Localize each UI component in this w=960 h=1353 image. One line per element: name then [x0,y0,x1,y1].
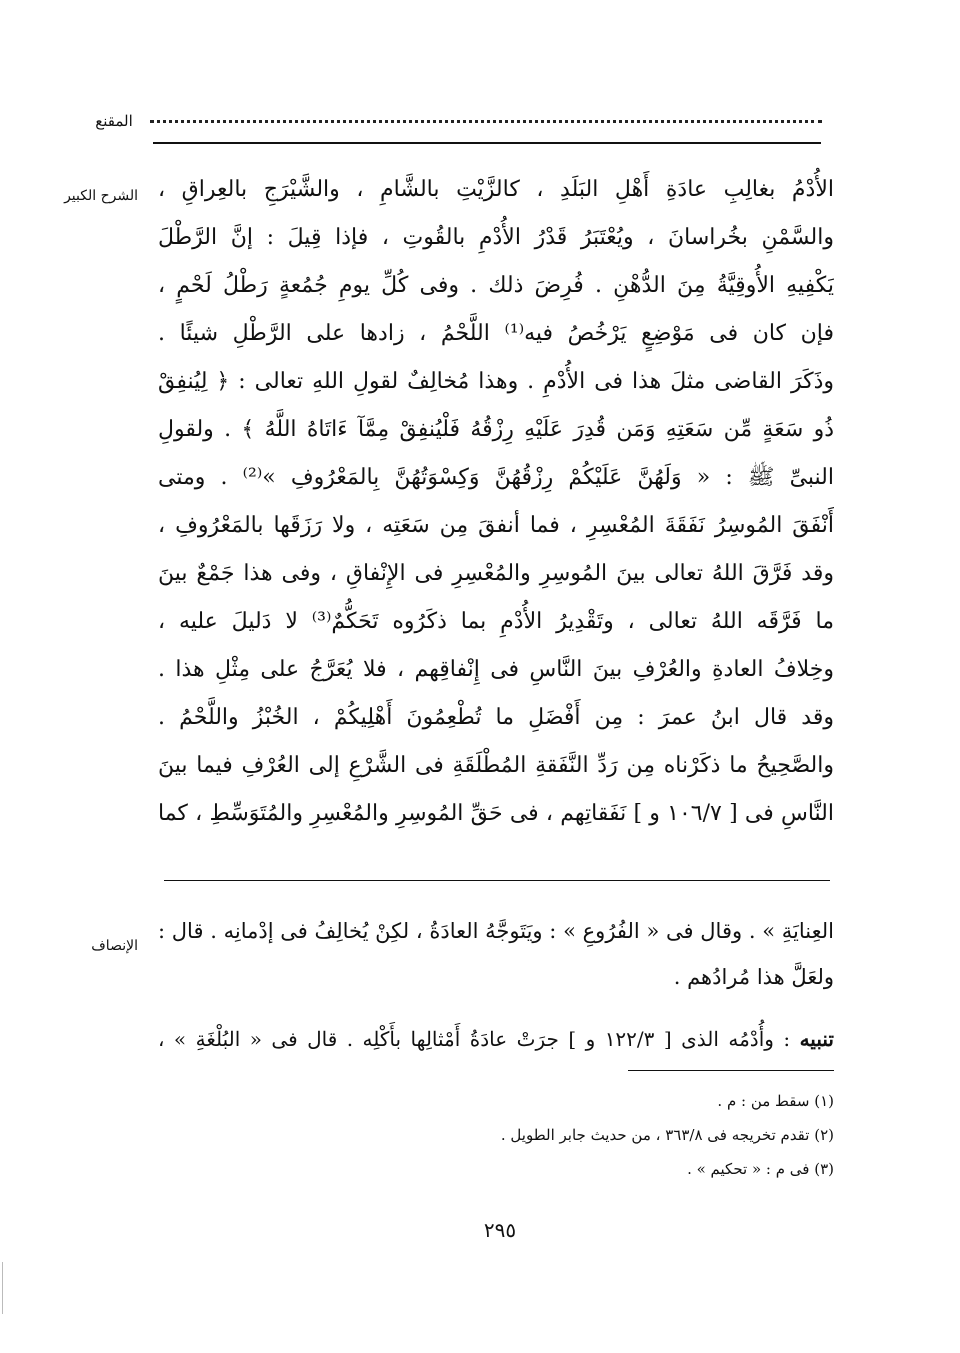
text-line: العِنايَةِ » . وقال فى « الفُرُوعِ » : ويَتَوجَّهُ العادَةُ ، لكِنْ يُخالِفُ فى إدْمانِه . قال : [158,919,834,943]
text-line: والسَّمْنِ بخُراسانَ ، ويُعْتَبَرُ قَدْرُ الأُدْمِ بالقُوتِ ، فإذا قِيلَ : إنَّ الرَّطْلَ [158,225,834,250]
header-rule [153,142,821,144]
section-separator-rule [164,880,830,881]
text-line: وقد فَرَّقَ اللهُ تعالى بينَ المُوسِرِ والمُعْسِرِ فى الإِنْفاقِ ، وفى هذا جَمْعٌ بينَ [158,561,834,586]
footnote-item: (١) سقط من : م . [717,1092,834,1110]
header-dotted-leader [150,112,822,123]
text-line: وقد قال ابنُ عمرَ : مِن أَفْضَلِ ما تُطْعِمُونَ أَهْلِيكُمْ ، الخُبْزُ واللَّحْمُ . [158,705,834,730]
text-line: ولعَلَّ هذا مُرادُهم . [673,965,834,989]
footnotes [501,1084,834,1186]
text-line: والصَّحِيحُ ما ذكَرْناه مِن رَدِّ النَّفَقةِ المُطْلَقَةِ فى الشَّرْعِ إلى العُرْفِ فيما بينَ [158,753,834,778]
text-line: أَنْفَقَ المُوسِرُ نَفَقَةَ المُعْسِرِ ، فما أنفقَ مِن سَعَتِه ، ولا رَزَقَها بالمَعْرُوفِ ، [158,513,834,538]
footnote-item: (٢) تقدم تخريجه فى ٣٦٣/٨ ، من حديث جابر الطويل . [500,1126,834,1144]
text-line: وخِلافُ العادةِ والعُرْفِ بينَ النَّاسِ فى إِنْفاقِهم ، فلا يُعَرَّجُ على مِثْلِ هذا . [158,657,834,682]
text-line: يَكْفِيهِ الأُوقِيَّةُ مِنَ الدُّهْنِ . فُرِضَ ذلك . وفى كُلِّ يومِ جُمُعةٍ رَطْلُ لَحْمٍ ، [158,273,834,298]
text-line: الأُدْمُ بغالِبِ عادَةِ أَهْلِ البَلَدِ ، كالزَّيْتِ بالشَّامِ ، والشَّيْرَجِ بالعِراقِ ، [158,177,834,202]
margin-label-insaf: الإنصاف [91,938,138,954]
text-line: ذُو سَعَةٍ مِّن سَعَتِهِ وَمَن قُدِرَ عَلَيْهِ رِزْقُهُ فَلْيُنفِقْ مِمَّآ ءَاتَاهُ اللَّهُ ﴾ . ولقولِ [158,417,834,442]
insaf-body-text [158,908,834,1000]
header-book-label: المقنع [95,112,133,130]
text-line: فإن كان فى مَوْضِعٍ يَرْخُصُ فيه⁽¹⁾ اللَّحْمُ ، زادها على الرَّطْلِ شيئًا . [158,321,834,346]
tanbih-text: : وأُدْمُه الذى [ ١٢٢/٣ و ] جرَتْ عادَةُ أَمْثالِها بأَكْلِه . قال فى « البُلْغَةِ » ، [158,1027,791,1051]
tanbih-label: تنبيه [799,1027,834,1051]
tanbih-paragraph [158,1016,834,1062]
text-line: وذَكَرَ القاضى مثلَ هذا فى الأُدْمِ . وهذا مُخالِفٌ لقولِ اللهِ تعالى : ﴿ لِيُنفِقْ [158,369,834,394]
sharh-body-text [158,166,834,838]
footnote-item: (٣) فى م : « تحكيم » . [687,1160,834,1178]
text-line: ما فَرَّقَه اللهُ تعالى ، وتَقْدِيرُ الأُدْمِ بما ذكَرُوه تَحَكُّمٌ⁽³⁾ لا دَليلَ عليه ، [158,609,834,634]
page-number: ٢٩٥ [483,1218,517,1242]
margin-label-sharh: الشرح الكبير [64,188,138,204]
text-line: النَّاسِ فى [ ١٠٦/٧ و ] نَفَقاتِهم ، فى حَقِّ المُوسِرِ والمُعْسِرِ والمُتَوَسِّطِ ، كما [158,801,834,826]
scan-edge-mark [2,1262,7,1314]
footnote-rule [628,1070,834,1071]
text-line: النبىِّ ﷺ : « وَلَهُنَّ عَلَيْكُمْ رِزْقُهُنَّ وَكِسْوَتُهُنَّ بِالمَعْرُوفِ »⁽²⁾ . ومتى [158,465,834,490]
